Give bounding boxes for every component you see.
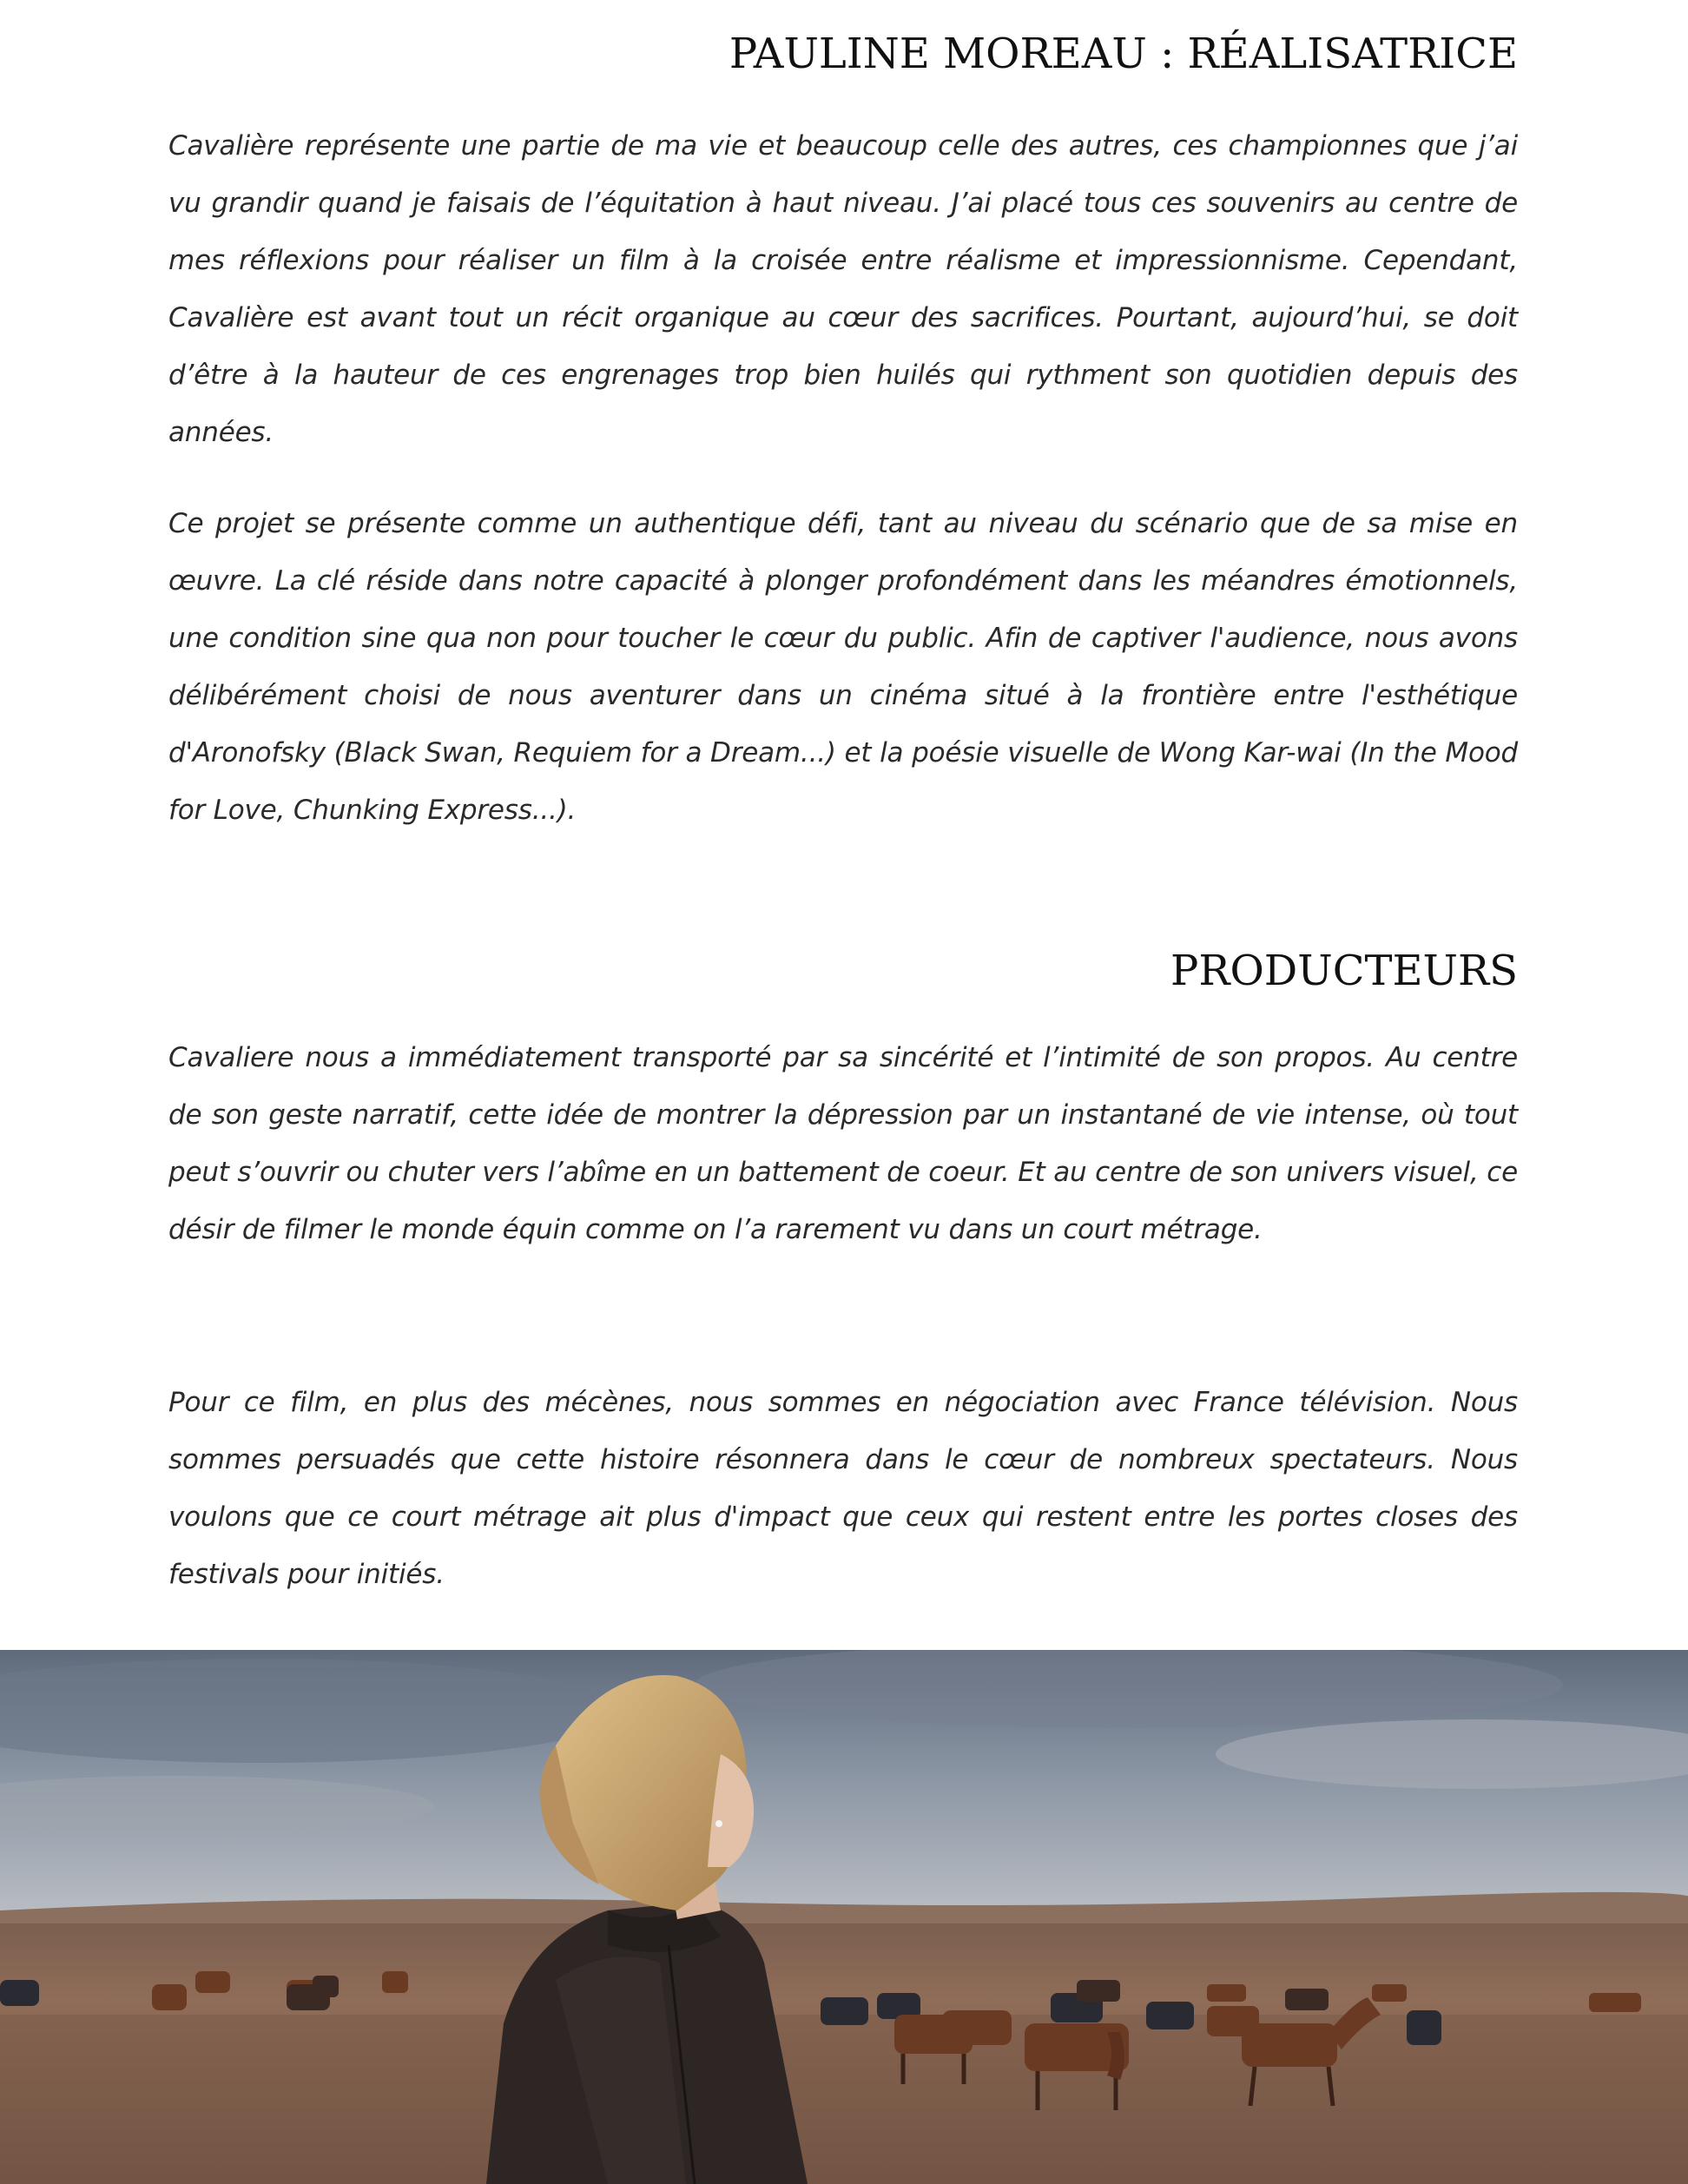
director-paragraph-1: Cavalière représente une partie de ma vie et beaucoup celle des autres, ces championnes que j’ai vu grandir quand je faisais de l’équitation à haut niveau. J’ai placé tous ces souvenirs au centre de mes réflexions pour réaliser un film à la croisée entre réalisme et impressionnisme. Cependant, Cavalière est avant tout un récit organique au cœur des sacrifices. Pourtant, aujourd’hui, se doit d’être à la hauteur de ces engrenages trop bien huilés qui rythment son quotidien depuis des années. [168, 130, 1518, 448]
section-heading-producers: PRODUCTEURS [1170, 947, 1518, 995]
director-paragraph-2: Ce projet se présente comme un authentique défi, tant au niveau du scénario que de sa mise en œuvre. La clé réside dans notre capacité à plonger profondément dans les méandres émotionnels, une condition sine qua non pour toucher le cœur du public. Afin de captiver l'audience, nous avons délibérément choisi de nous aventurer dans un cinéma situé à la frontière entre l'esthétique d'Aronofsky (Black Swan, Requiem for a Dream...) et la poésie visuelle de Wong Kar-wai (In the Mood for Love, Chunking Express...). [168, 508, 1518, 826]
film-still-photo [0, 1650, 1688, 2184]
section-heading-director: PAULINE MOREAU : RÉALISATRICE [729, 30, 1518, 78]
producers-paragraph-2: Pour ce film, en plus des mécènes, nous sommes en négociation avec France télévision. Nous sommes persuadés que cette histoire résonnera dans le cœur de nombreux spectateurs. Nous voulons que ce court métrage ait plus d'impact que ceux qui restent entre les portes closes des festivals pour initiés. [168, 1387, 1518, 1590]
producers-paragraph-1: Cavaliere nous a immédiatement transporté par sa sincérité et l’intimité de son propos. Au centre de son geste narratif, cette idée de montrer la dépression par un instantané de vie intense, où tout peut s’ouvrir ou chuter vers l’abîme en un battement de coeur. Et au centre de son univers visuel, ce désir de filmer le monde équin comme on l’a rarement vu dans un court métrage. [168, 1042, 1518, 1245]
